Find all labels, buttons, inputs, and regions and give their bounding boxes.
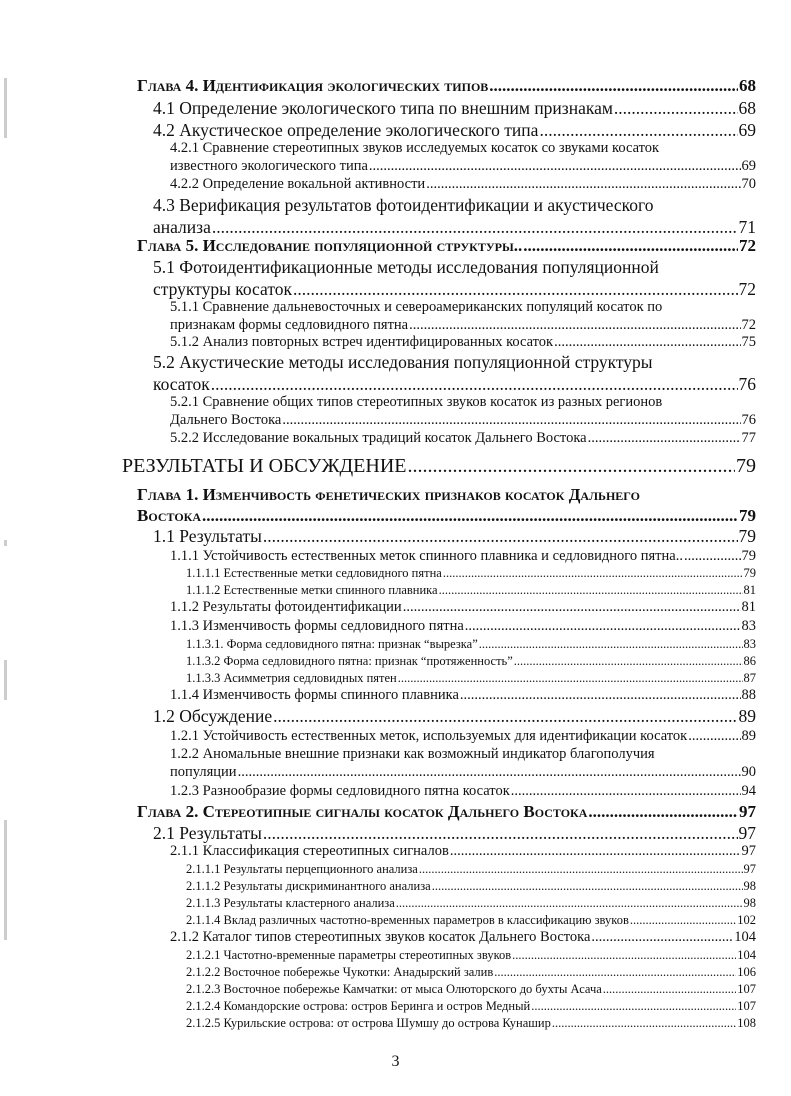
toc-entry[interactable]: [170, 299, 662, 316]
toc-entry-title: 1.1.1.2 Естественные метки спинного плавника: [186, 583, 438, 597]
toc-entry-title: 1.1.3.3 Асимметрия седловидных пятен: [186, 671, 397, 685]
toc-entry-title: 1.1.3.2 Форма седловидного пятна: признак “протяженность”: [186, 654, 513, 668]
dot-leader: [523, 236, 738, 256]
toc-page-number: 72: [741, 317, 756, 333]
toc-entry[interactable]: [170, 746, 655, 763]
toc-entry[interactable]: [186, 862, 756, 877]
dot-leader: [419, 862, 743, 877]
dot-leader: [443, 566, 743, 581]
toc-entry[interactable]: [153, 526, 756, 547]
toc-entry[interactable]: [186, 566, 756, 581]
dot-leader: [263, 526, 738, 547]
toc-entry-title: 1.1.4 Изменчивость формы спинного плавника: [170, 687, 459, 703]
dot-leader: [554, 334, 740, 351]
scan-artifact: [4, 660, 7, 700]
toc-page-number: 72: [738, 279, 756, 299]
toc-entry-title: 2.1 Результаты: [153, 823, 262, 843]
toc-entry[interactable]: [153, 352, 653, 373]
toc-entry-title: 1.2 Обсуждение: [153, 706, 273, 726]
toc-entry-title: 2.1.1 Классификация стереотипных сигналов: [170, 843, 449, 859]
toc-entry-title: 4.2 Акустическое определение экологического типа: [153, 120, 539, 140]
toc-entry[interactable]: [186, 583, 756, 598]
dot-leader: [614, 98, 738, 119]
toc-entry[interactable]: [153, 120, 756, 141]
toc-entry-title: 2.1.2.1 Частотно-временные параметры стереотипных звуков: [186, 948, 512, 962]
toc-entry-title: Глава 1. Изменчивость фенетических признаков косаток Дальнего: [137, 485, 640, 504]
toc-page-number: 83: [743, 637, 756, 651]
toc-entry[interactable]: [137, 485, 640, 505]
dot-leader: [588, 802, 738, 822]
toc-entry[interactable]: [186, 1016, 756, 1031]
dot-leader: [407, 455, 735, 478]
toc-page-number: 97: [739, 802, 756, 821]
toc-entry[interactable]: [170, 687, 756, 704]
toc-page-number: 88: [741, 687, 756, 703]
toc-entry-title: 1.1.2 Результаты фотоидентификации: [170, 599, 402, 615]
toc-entry-title: 5.1.2 Анализ повторных встреч идентифицированных косаток: [170, 334, 554, 350]
dot-leader: [369, 158, 741, 175]
dot-leader: [511, 783, 741, 800]
toc-entry-title: Глава 2. Стереотипные сигналы косаток Дальнего Востока: [137, 802, 588, 821]
toc-page-number: 76: [738, 374, 756, 394]
page-number: 3: [391, 1053, 400, 1070]
toc-entry-title: 2.1.1.2 Результаты дискриминантного анализа: [186, 879, 431, 893]
toc-entry[interactable]: [170, 764, 756, 781]
toc-entry-title: 2.1.2 Каталог типов стереотипных звуков косаток Дальнего Востока: [170, 929, 591, 945]
dot-leader: [293, 279, 738, 300]
toc-page-number: 68: [739, 76, 756, 95]
dot-leader: [531, 999, 736, 1014]
dot-leader: [460, 687, 741, 704]
toc-entry[interactable]: [186, 913, 756, 928]
toc-page-number: 98: [743, 896, 756, 910]
dot-leader: [489, 76, 738, 96]
toc-entry[interactable]: [170, 394, 662, 411]
dot-leader: [432, 879, 743, 894]
dot-leader: [426, 176, 740, 193]
toc-entry[interactable]: [153, 279, 756, 300]
toc-entry-title: 2.1.2.3 Восточное побережье Камчатки: от мыса Олюторского до бухты Асача: [186, 982, 602, 996]
toc-page-number: 79: [741, 548, 756, 564]
dot-leader: [603, 982, 736, 997]
toc-entry[interactable]: [170, 783, 756, 800]
toc-page-number: 81: [743, 583, 756, 597]
toc-page-number: 102: [737, 913, 756, 927]
toc-entry-title: 2.1.2.5 Курильские острова: от острова Шумшу до острова Кунашир: [186, 1016, 551, 1030]
toc-page-number: 108: [737, 1016, 756, 1030]
toc-entry-title: 5.2 Акустические методы исследования популяционной структуры: [153, 352, 653, 372]
toc-entry[interactable]: [122, 455, 756, 478]
toc-entry[interactable]: [186, 896, 756, 911]
dot-leader: [263, 823, 738, 844]
toc-page-number: 77: [741, 430, 756, 446]
dot-leader: [398, 671, 743, 686]
dot-leader: [403, 599, 741, 616]
toc-entry-title: 4.2.2 Определение вокальной активности: [170, 176, 426, 192]
toc-entry[interactable]: [137, 802, 756, 822]
dot-leader: [588, 430, 741, 447]
toc-entry-title: известного экологического типа: [170, 158, 368, 174]
toc-page-number: 69: [741, 158, 756, 174]
toc-entry-title: 1.1.3 Изменчивость формы седловидного пятна: [170, 618, 464, 634]
toc-entry-title: 5.2.2 Исследование вокальных традиций косаток Дальнего Востока: [170, 430, 587, 446]
toc-entry[interactable]: [186, 654, 756, 669]
toc-page-number: 104: [737, 948, 756, 962]
dot-leader: [494, 965, 736, 980]
toc-entry-title: косаток: [153, 374, 210, 394]
dot-leader: [512, 948, 736, 963]
toc-entry-title: 2.1.1.3 Результаты кластерного анализа: [186, 896, 395, 910]
toc-page-number: 79: [736, 455, 756, 477]
toc-entry-title: признакам формы седловидного пятна: [170, 317, 409, 333]
toc-page-number: 72: [739, 236, 756, 255]
toc-entry-title: Дальнего Востока: [170, 412, 282, 428]
toc-entry[interactable]: [170, 599, 756, 616]
toc-entry[interactable]: [153, 823, 756, 844]
toc-entry[interactable]: [153, 195, 654, 216]
dot-leader: [211, 374, 738, 395]
toc-entry[interactable]: [170, 176, 756, 193]
toc-page-number: 106: [737, 965, 756, 979]
toc-entry[interactable]: [170, 317, 756, 334]
toc-entry[interactable]: [170, 430, 756, 447]
toc-entry[interactable]: [153, 257, 659, 278]
toc-page-number: 97: [738, 823, 756, 843]
toc-entry[interactable]: [153, 706, 756, 727]
toc-entry-title: 4.3 Верификация результатов фотоидентификации и акустического: [153, 195, 654, 215]
toc-page-number: 75: [741, 334, 756, 350]
toc-entry-title: популяции: [170, 764, 237, 780]
toc-entry-title: 1.1.3.1. Форма седловидного пятна: признак “вырезка”: [186, 637, 478, 651]
toc-entry[interactable]: [186, 879, 756, 894]
toc-page-number: 107: [737, 982, 756, 996]
toc-entry[interactable]: [170, 843, 756, 860]
dot-leader: [479, 637, 743, 652]
dot-leader: [238, 764, 741, 781]
toc-entry[interactable]: [186, 948, 756, 963]
toc-page-number: 71: [738, 217, 756, 237]
toc-page-number: 79: [738, 526, 756, 546]
toc-page-number: 107: [737, 999, 756, 1013]
toc-entry[interactable]: [153, 217, 756, 238]
dot-leader: [396, 896, 743, 911]
dot-leader: [684, 548, 741, 565]
toc-page-number: 94: [741, 783, 756, 799]
toc-entry[interactable]: [170, 618, 756, 635]
toc-page-number: 90: [741, 764, 756, 780]
toc-entry[interactable]: [170, 412, 756, 429]
dot-leader: [514, 654, 743, 669]
toc-entry-title: 1.2.1 Устойчивость естественных меток, используемых для идентификации косаток: [170, 728, 688, 744]
dot-leader: [552, 1016, 736, 1031]
toc-page-number: 97: [741, 843, 756, 859]
toc-page-number: 87: [743, 671, 756, 685]
toc-entry[interactable]: [186, 671, 756, 686]
toc-entry-title: Глава 5. Исследование популяционной структуры..: [137, 236, 523, 255]
toc-page-number: 68: [738, 98, 756, 118]
dot-leader: [465, 618, 741, 635]
toc-entry-title: структуры косаток: [153, 279, 292, 299]
toc-page-number: 79: [739, 506, 756, 525]
dot-leader: [409, 317, 740, 334]
toc-entry-title: РЕЗУЛЬТАТЫ И ОБСУЖДЕНИЕ: [122, 455, 407, 477]
toc-page-number: 70: [741, 176, 756, 192]
toc-entry[interactable]: [170, 728, 756, 745]
toc-entry[interactable]: [186, 965, 756, 980]
toc-entry-title: 2.1.2.4 Командорские острова: остров Беринга и остров Медный: [186, 999, 531, 1013]
toc-entry-title: 5.2.1 Сравнение общих типов стереотипных звуков косаток из разных регионов: [170, 394, 663, 410]
toc-entry-title: 2.1.2.2 Восточное побережье Чукотки: Анадырский залив: [186, 965, 494, 979]
toc-entry-title: 4.2.1 Сравнение стереотипных звуков исследуемых косаток со звуками косаток: [170, 140, 660, 156]
toc-entry[interactable]: [137, 506, 756, 526]
toc-entry[interactable]: [186, 637, 756, 652]
dot-leader: [450, 843, 741, 860]
scan-artifact: [4, 78, 7, 138]
toc-entry-title: 4.1 Определение экологического типа по внешним признакам: [153, 98, 613, 118]
toc-page-number: 86: [743, 654, 756, 668]
toc-entry[interactable]: [186, 999, 756, 1014]
toc-entry[interactable]: [186, 982, 756, 997]
dot-leader: [273, 706, 737, 727]
dot-leader: [439, 583, 743, 598]
toc-entry[interactable]: [153, 98, 756, 119]
toc-entry-title: 2.1.1.1 Результаты перцепционного анализа: [186, 862, 418, 876]
toc-entry-title: 1.1.1 Устойчивость естественных меток спинного плавника и седловидного пятна..: [170, 548, 683, 564]
toc-entry[interactable]: [137, 236, 756, 256]
toc-page-number: 89: [738, 706, 756, 726]
toc-entry-title: 1.2.2 Аномальные внешние признаки как возможный индикатор благополучия: [170, 746, 655, 762]
toc-page-number: 104: [734, 929, 756, 945]
scan-artifact: [4, 820, 7, 940]
toc-entry[interactable]: [137, 76, 756, 96]
toc-entry-title: анализа: [153, 217, 211, 237]
dot-leader: [630, 913, 736, 928]
toc-page-number: 69: [738, 120, 756, 140]
dot-leader: [688, 728, 740, 745]
toc-page-number: 81: [741, 599, 756, 615]
dot-leader: [202, 506, 738, 526]
toc-entry-title: 1.2.3 Разнообразие формы седловидного пятна косаток: [170, 783, 510, 799]
toc-entry[interactable]: [170, 548, 756, 565]
toc-entry[interactable]: [153, 374, 756, 395]
dot-leader: [282, 412, 740, 429]
toc-entry[interactable]: [170, 929, 756, 946]
toc-entry[interactable]: [170, 140, 659, 157]
toc-page-number: 79: [743, 566, 756, 580]
toc-entry-title: Глава 4. Идентификация экологических типов: [137, 76, 489, 95]
toc-entry-title: 5.1 Фотоидентификационные методы исследования популяционной: [153, 257, 659, 277]
toc-entry-title: 2.1.1.4 Вклад различных частотно-временных параметров в классификацию звуков: [186, 913, 629, 927]
toc-entry-title: 1.1.1.1 Естественные метки седловидного пятна: [186, 566, 442, 580]
dot-leader: [212, 217, 738, 238]
toc-page-number: 83: [741, 618, 756, 634]
toc-entry[interactable]: [170, 334, 756, 351]
toc-entry-title: 1.1 Результаты: [153, 526, 262, 546]
toc-page-number: 98: [743, 879, 756, 893]
toc-page-number: 89: [741, 728, 756, 744]
dot-leader: [591, 929, 733, 946]
toc-entry[interactable]: [170, 158, 756, 175]
toc-entry-title: 5.1.1 Сравнение дальневосточных и североамериканских популяций косаток по: [170, 299, 663, 315]
dot-leader: [539, 120, 737, 141]
toc-entry-title: Востока: [137, 506, 202, 525]
scan-artifact: [4, 540, 7, 546]
toc-page-number: 97: [743, 862, 756, 876]
toc-page-number: 76: [741, 412, 756, 428]
